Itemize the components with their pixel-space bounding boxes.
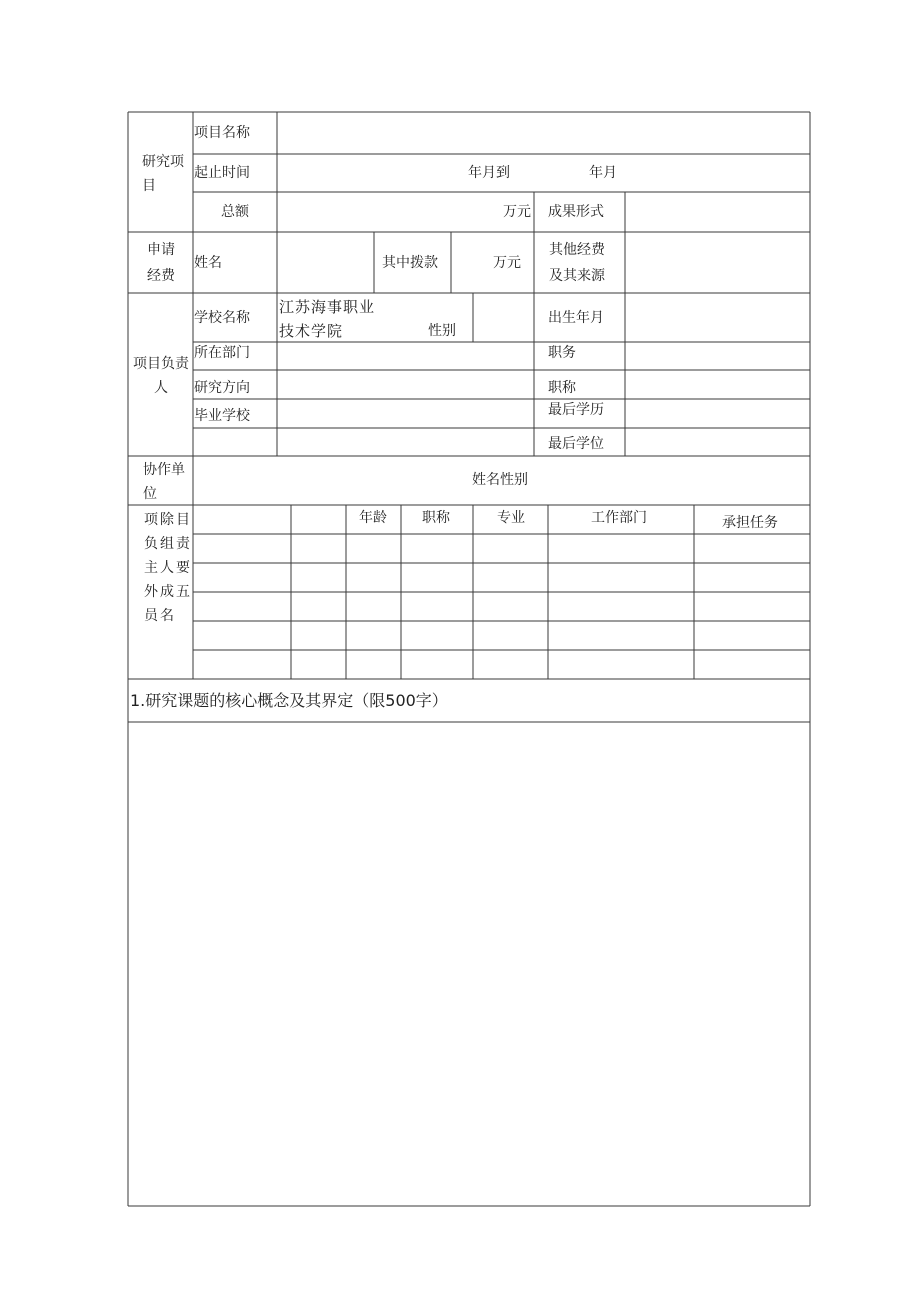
members-side-label-col3: 目责要五 [176, 512, 190, 600]
school-name-value-line2: 技术学院 [279, 322, 344, 340]
funding-label-line2: 经费 [147, 268, 175, 284]
graduated-school-label: 毕业学校 [194, 408, 250, 424]
total-amount-label: 总额 [221, 204, 249, 220]
department-label: 所在部门 [194, 345, 250, 361]
gender-label: 性别 [428, 323, 456, 339]
project-leader-group-label: 项目负责人 [133, 356, 189, 396]
cooperation-columns-text: 姓名性别 [472, 472, 528, 488]
section-1-answer-area[interactable] [129, 723, 809, 1205]
highest-education-label: 最后学历 [548, 402, 604, 418]
birth-date-label: 出生年月 [548, 310, 604, 326]
members-header-task: 承担任务 [722, 515, 778, 531]
other-funds-label-line1: 其他经费 [549, 242, 605, 258]
highest-degree-label: 最后学位 [548, 436, 604, 452]
school-name-value-line1: 江苏海事职业 [279, 298, 376, 316]
members-header-age: 年龄 [359, 510, 387, 526]
research-project-group-label: 研究项目 [142, 154, 184, 194]
members-header-title: 职称 [422, 510, 450, 526]
members-header-department: 工作部门 [591, 510, 647, 526]
period-to-text: 年月 [589, 165, 617, 181]
position-label: 职务 [548, 345, 576, 361]
members-side-label-col1: 项负主外员 [144, 512, 158, 624]
total-amount-unit: 万元 [503, 204, 531, 220]
period-label: 起止时间 [194, 165, 250, 181]
period-from-text: 年月到 [468, 165, 510, 181]
allocation-unit: 万元 [493, 255, 521, 271]
members-side-label-col2: 除组人成名 [160, 512, 174, 624]
cooperation-unit-label: 协作单位 [143, 462, 185, 502]
allocation-label: 其中拨款 [382, 255, 438, 271]
outcome-form-label: 成果形式 [548, 204, 604, 220]
section-1-heading: 1.研究课题的核心概念及其界定（限500字） [130, 691, 448, 710]
project-name-label: 项目名称 [194, 125, 250, 141]
applicant-name-label: 姓名 [194, 255, 222, 271]
other-funds-label-line2: 及其来源 [549, 268, 605, 284]
members-header-major: 专业 [497, 510, 525, 526]
school-name-label: 学校名称 [194, 310, 250, 326]
research-direction-label: 研究方向 [194, 380, 250, 396]
funding-label-line1: 申请 [147, 242, 175, 258]
professional-title-label: 职称 [548, 380, 576, 396]
